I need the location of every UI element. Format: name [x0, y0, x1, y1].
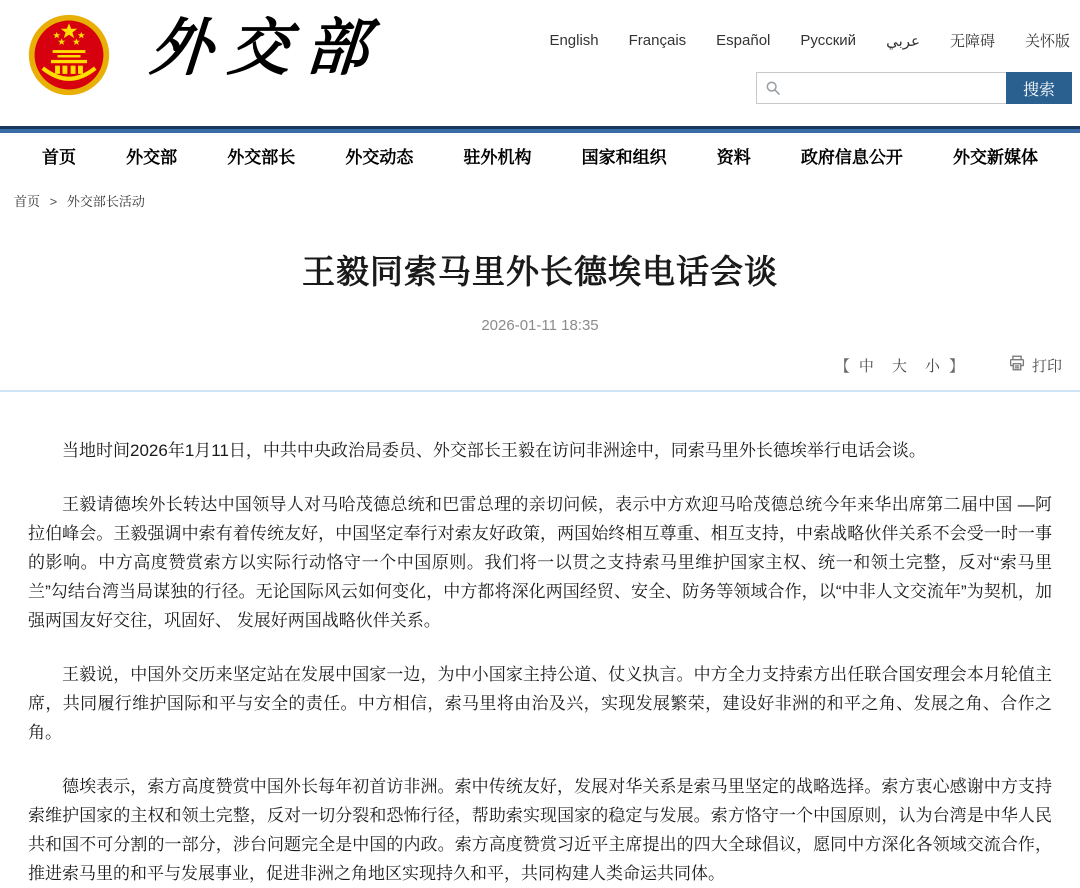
ministry-calligraphy-logo[interactable]: 外交部	[147, 14, 387, 83]
nav-gov-info-disclosure[interactable]: 政府信息公开	[800, 147, 903, 167]
lang-care-version[interactable]: 关怀版	[1024, 33, 1070, 50]
nav-home[interactable]: 首页	[42, 147, 76, 167]
breadcrumb-current[interactable]: 外交部长活动	[66, 194, 145, 209]
article-body	[28, 436, 1052, 888]
top-blue-bar	[0, 126, 1080, 133]
breadcrumb-separator: >	[49, 194, 58, 209]
site-header	[0, 0, 1080, 126]
nav-new-media[interactable]: 外交新媒体	[953, 147, 1038, 167]
language-links	[549, 30, 1070, 51]
lang-accessibility[interactable]: 无障碍	[949, 33, 995, 50]
article-datetime: 2026-01-11 18:35	[481, 317, 599, 334]
lang-arabic[interactable]: عربي	[886, 32, 920, 50]
font-size-small-button[interactable]: 小	[924, 357, 940, 375]
lang-russian[interactable]: Русский	[800, 32, 857, 49]
article-paragraph-2: 王毅请德埃外长转达中国领导人对马哈茂德总统和巴雷总理的亲切问候，表示中方欢迎马哈茂德总统今年来华出席第二届中国 —阿拉伯峰会。王毅强调中索有着传统友好，中国坚定奉行对索友好政策，两国始终相互尊重、相互支持，中索战略伙伴关系不会受一时一事的影响。中方高度赞赏索方以实际行动恪守一个中国原则。我们将一以贯之支持索马里维护国家主权、统一和领土完整，反对“索马里兰”勾结台湾当局谋独的行径。无论国际风云如何变化，中方都将深化两国经贸、安全、防务等领域合作，以“中非人文交流年”为契机，加强两国友好交往，巩固好、 发展好两国战略伙伴关系。	[28, 495, 1052, 630]
national-emblem-logo[interactable]	[28, 14, 110, 96]
article-title: 王毅同索马里外长德埃电话会谈	[302, 253, 778, 290]
nav-diplomatic-activities[interactable]: 外交动态	[345, 147, 414, 167]
search-button[interactable]: 搜索	[1006, 72, 1072, 104]
search-input[interactable]	[756, 72, 1006, 104]
lang-francais[interactable]: Français	[628, 32, 687, 49]
article-paragraph-3: 王毅说，中国外交历来坚定站在发展中国家一边，为中小国家主持公道、仗义执言。中方全力支持索方出任联合国安理会本月轮值主席，共同履行维护国际和平与安全的责任。中方相信，索马里将由治及兴，实现发展繁荣，建设好非洲的和平之角、发展之角、合作之角。	[28, 665, 1052, 742]
breadcrumb	[14, 191, 1080, 210]
nav-resources[interactable]: 资料	[716, 147, 751, 167]
print-label: 打印	[1031, 357, 1062, 375]
article	[0, 246, 1080, 888]
national-emblem-icon	[28, 14, 110, 96]
nav-foreign-minister[interactable]: 外交部长	[227, 147, 296, 167]
font-size-large-button[interactable]: 大	[891, 357, 907, 375]
nav-missions-abroad[interactable]: 驻外机构	[463, 147, 532, 167]
search-bar	[756, 72, 1072, 104]
printer-icon	[1008, 354, 1026, 376]
font-controls-close-bracket: 】	[948, 357, 964, 375]
lang-espanol[interactable]: Español	[716, 32, 771, 49]
lang-english[interactable]: English	[549, 32, 599, 49]
article-paragraph-1: 当地时间2026年1月11日，中共中央政治局委员、外交部长王毅在访问非洲途中，同索马里外长德埃举行电话会谈。	[62, 441, 926, 460]
nav-countries-organizations[interactable]: 国家和组织	[581, 147, 667, 167]
article-paragraph-4: 德埃表示，索方高度赞赏中国外长每年初首访非洲。索中传统友好，发展对华关系是索马里坚定的战略选择。索方衷心感谢中方支持索维护国家的主权和领土完整，反对一切分裂和恐怖行径，帮助索实现国家的稳定与发展。索方恪守一个中国原则，认为台湾是中华人民共和国不可分割的一部分，涉台问题完全是中国的内政。索方高度赞赏习近平主席提出的四大全球倡议，愿同中方深化各领域交流合作，推进索马里的和平与发展事业，促进非洲之角地区实现持久和平，共同构建人类命运共同体。	[28, 777, 1052, 883]
main-nav	[0, 133, 1080, 177]
font-controls-open-bracket: 【	[834, 357, 850, 375]
article-tools	[0, 354, 1062, 376]
nav-ministry[interactable]: 外交部	[126, 147, 178, 167]
font-size-medium-button[interactable]: 中	[858, 357, 874, 375]
header-body-divider	[0, 390, 1080, 392]
breadcrumb-home[interactable]: 首页	[14, 194, 41, 209]
print-button[interactable]	[1008, 354, 1062, 376]
